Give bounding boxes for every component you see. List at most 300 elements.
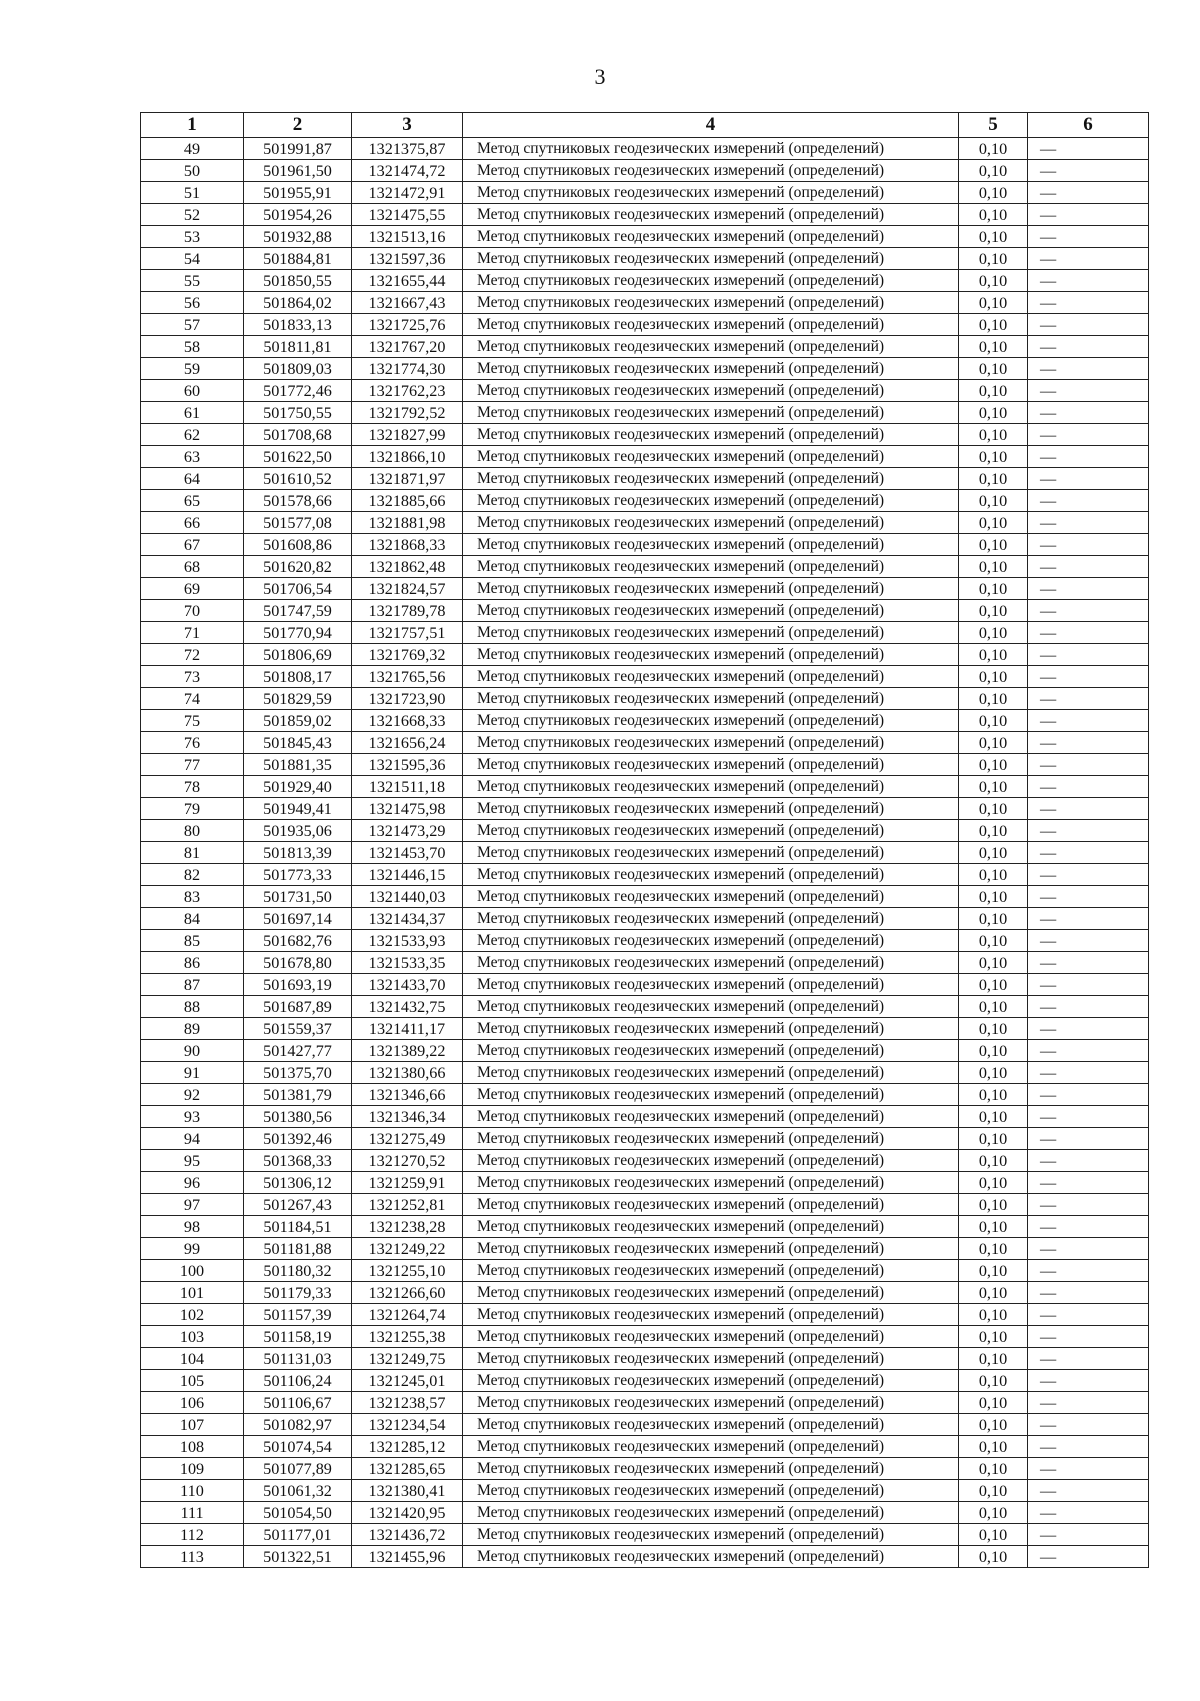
x-coordinate-cell: 501881,35 [244, 754, 352, 776]
method-cell: Метод спутниковых геодезических измерений (определений) [463, 1084, 959, 1106]
y-coordinate-cell: 1321533,93 [352, 930, 463, 952]
accuracy-cell: 0,10 [959, 534, 1028, 556]
table-row [141, 1480, 1149, 1502]
y-coordinate-cell: 1321346,66 [352, 1084, 463, 1106]
accuracy-cell: 0,10 [959, 490, 1028, 512]
table-row [141, 446, 1149, 468]
y-coordinate-cell: 1321255,38 [352, 1326, 463, 1348]
y-coordinate-cell: 1321868,33 [352, 534, 463, 556]
point-number-cell: 93 [141, 1106, 244, 1128]
method-cell: Метод спутниковых геодезических измерений (определений) [463, 248, 959, 270]
point-number-cell: 62 [141, 424, 244, 446]
accuracy-cell: 0,10 [959, 864, 1028, 886]
point-number-cell: 109 [141, 1458, 244, 1480]
accuracy-cell: 0,10 [959, 1392, 1028, 1414]
note-cell: — [1028, 688, 1149, 710]
x-coordinate-cell: 501884,81 [244, 248, 352, 270]
x-coordinate-cell: 501368,33 [244, 1150, 352, 1172]
method-cell: Метод спутниковых геодезических измерений (определений) [463, 1524, 959, 1546]
y-coordinate-cell: 1321264,74 [352, 1304, 463, 1326]
point-number-cell: 90 [141, 1040, 244, 1062]
table-row [141, 1216, 1149, 1238]
note-cell: — [1028, 138, 1149, 160]
note-cell: — [1028, 402, 1149, 424]
accuracy-cell: 0,10 [959, 1260, 1028, 1282]
x-coordinate-cell: 501180,32 [244, 1260, 352, 1282]
point-number-cell: 58 [141, 336, 244, 358]
x-coordinate-cell: 501747,59 [244, 600, 352, 622]
point-number-cell: 94 [141, 1128, 244, 1150]
y-coordinate-cell: 1321597,36 [352, 248, 463, 270]
x-coordinate-cell: 501179,33 [244, 1282, 352, 1304]
note-cell: — [1028, 1040, 1149, 1062]
accuracy-cell: 0,10 [959, 1480, 1028, 1502]
accuracy-cell: 0,10 [959, 1370, 1028, 1392]
point-number-cell: 85 [141, 930, 244, 952]
method-cell: Метод спутниковых геодезических измерений (определений) [463, 446, 959, 468]
table-row [141, 1370, 1149, 1392]
accuracy-cell: 0,10 [959, 622, 1028, 644]
accuracy-cell: 0,10 [959, 512, 1028, 534]
table-row [141, 138, 1149, 160]
x-coordinate-cell: 501177,01 [244, 1524, 352, 1546]
note-cell: — [1028, 1150, 1149, 1172]
note-cell: — [1028, 424, 1149, 446]
note-cell: — [1028, 1392, 1149, 1414]
point-number-cell: 86 [141, 952, 244, 974]
y-coordinate-cell: 1321434,37 [352, 908, 463, 930]
x-coordinate-cell: 501750,55 [244, 402, 352, 424]
method-cell: Метод спутниковых геодезических измерений (определений) [463, 1040, 959, 1062]
accuracy-cell: 0,10 [959, 402, 1028, 424]
point-number-cell: 112 [141, 1524, 244, 1546]
x-coordinate-cell: 501054,50 [244, 1502, 352, 1524]
y-coordinate-cell: 1321252,81 [352, 1194, 463, 1216]
accuracy-cell: 0,10 [959, 952, 1028, 974]
point-number-cell: 92 [141, 1084, 244, 1106]
x-coordinate-cell: 501559,37 [244, 1018, 352, 1040]
x-coordinate-cell: 501811,81 [244, 336, 352, 358]
table-row [141, 512, 1149, 534]
table-row [141, 1546, 1149, 1568]
table-row [141, 1172, 1149, 1194]
y-coordinate-cell: 1321475,98 [352, 798, 463, 820]
y-coordinate-cell: 1321436,72 [352, 1524, 463, 1546]
accuracy-cell: 0,10 [959, 226, 1028, 248]
point-number-cell: 83 [141, 886, 244, 908]
method-cell: Метод спутниковых геодезических измерений (определений) [463, 732, 959, 754]
note-cell: — [1028, 1018, 1149, 1040]
x-coordinate-cell: 501381,79 [244, 1084, 352, 1106]
method-cell: Метод спутниковых геодезических измерений (определений) [463, 160, 959, 182]
note-cell: — [1028, 1348, 1149, 1370]
note-cell: — [1028, 1260, 1149, 1282]
method-cell: Метод спутниковых геодезических измерений (определений) [463, 644, 959, 666]
x-coordinate-cell: 501808,17 [244, 666, 352, 688]
accuracy-cell: 0,10 [959, 754, 1028, 776]
x-coordinate-cell: 501687,89 [244, 996, 352, 1018]
point-number-cell: 101 [141, 1282, 244, 1304]
accuracy-cell: 0,10 [959, 688, 1028, 710]
x-coordinate-cell: 501949,41 [244, 798, 352, 820]
table-row [141, 358, 1149, 380]
y-coordinate-cell: 1321789,78 [352, 600, 463, 622]
x-coordinate-cell: 501608,86 [244, 534, 352, 556]
table-row [141, 160, 1149, 182]
method-cell: Метод спутниковых геодезических измерений (определений) [463, 996, 959, 1018]
point-number-cell: 104 [141, 1348, 244, 1370]
y-coordinate-cell: 1321765,56 [352, 666, 463, 688]
note-cell: — [1028, 710, 1149, 732]
point-number-cell: 107 [141, 1414, 244, 1436]
method-cell: Метод спутниковых геодезических измерений (определений) [463, 600, 959, 622]
x-coordinate-cell: 501106,24 [244, 1370, 352, 1392]
method-cell: Метод спутниковых геодезических измерений (определений) [463, 1326, 959, 1348]
x-coordinate-cell: 501306,12 [244, 1172, 352, 1194]
method-cell: Метод спутниковых геодезических измерений (определений) [463, 798, 959, 820]
table-row [141, 1238, 1149, 1260]
method-cell: Метод спутниковых геодезических измерений (определений) [463, 1128, 959, 1150]
point-number-cell: 97 [141, 1194, 244, 1216]
y-coordinate-cell: 1321655,44 [352, 270, 463, 292]
x-coordinate-cell: 501955,91 [244, 182, 352, 204]
table-row [141, 732, 1149, 754]
method-cell: Метод спутниковых геодезических измерений (определений) [463, 1062, 959, 1084]
method-cell: Метод спутниковых геодезических измерений (определений) [463, 952, 959, 974]
point-number-cell: 59 [141, 358, 244, 380]
note-cell: — [1028, 1370, 1149, 1392]
point-number-cell: 96 [141, 1172, 244, 1194]
y-coordinate-cell: 1321420,95 [352, 1502, 463, 1524]
point-number-cell: 60 [141, 380, 244, 402]
x-coordinate-cell: 501578,66 [244, 490, 352, 512]
method-cell: Метод спутниковых геодезических измерений (определений) [463, 578, 959, 600]
table-row [141, 292, 1149, 314]
method-cell: Метод спутниковых геодезических измерений (определений) [463, 1194, 959, 1216]
table-row [141, 754, 1149, 776]
page-number: 3 [594, 64, 606, 89]
y-coordinate-cell: 1321380,41 [352, 1480, 463, 1502]
table-row [141, 1260, 1149, 1282]
accuracy-cell: 0,10 [959, 1436, 1028, 1458]
y-coordinate-cell: 1321827,99 [352, 424, 463, 446]
accuracy-cell: 0,10 [959, 1458, 1028, 1480]
accuracy-cell: 0,10 [959, 138, 1028, 160]
accuracy-cell: 0,10 [959, 468, 1028, 490]
method-cell: Метод спутниковых геодезических измерений (определений) [463, 1370, 959, 1392]
method-cell: Метод спутниковых геодезических измерений (определений) [463, 622, 959, 644]
point-number-cell: 113 [141, 1546, 244, 1568]
table-row [141, 710, 1149, 732]
x-coordinate-cell: 501829,59 [244, 688, 352, 710]
x-coordinate-cell: 501770,94 [244, 622, 352, 644]
method-cell: Метод спутниковых геодезических измерений (определений) [463, 226, 959, 248]
method-cell: Метод спутниковых геодезических измерений (определений) [463, 1172, 959, 1194]
y-coordinate-cell: 1321824,57 [352, 578, 463, 600]
method-cell: Метод спутниковых геодезических измерений (определений) [463, 402, 959, 424]
y-coordinate-cell: 1321762,23 [352, 380, 463, 402]
table-row [141, 974, 1149, 996]
point-number-cell: 75 [141, 710, 244, 732]
table-row [141, 952, 1149, 974]
method-cell: Метод спутниковых геодезических измерений (определений) [463, 1480, 959, 1502]
x-coordinate-cell: 501833,13 [244, 314, 352, 336]
table-row [141, 864, 1149, 886]
point-number-cell: 51 [141, 182, 244, 204]
x-coordinate-cell: 501864,02 [244, 292, 352, 314]
y-coordinate-cell: 1321774,30 [352, 358, 463, 380]
y-coordinate-cell: 1321411,17 [352, 1018, 463, 1040]
table-row [141, 490, 1149, 512]
accuracy-cell: 0,10 [959, 1194, 1028, 1216]
accuracy-cell: 0,10 [959, 1326, 1028, 1348]
point-number-cell: 71 [141, 622, 244, 644]
header-col-2: 2 [244, 113, 352, 138]
header-col-5: 5 [959, 113, 1028, 138]
table-row [141, 886, 1149, 908]
method-cell: Метод спутниковых геодезических измерений (определений) [463, 556, 959, 578]
y-coordinate-cell: 1321238,28 [352, 1216, 463, 1238]
point-number-cell: 50 [141, 160, 244, 182]
table-row [141, 776, 1149, 798]
y-coordinate-cell: 1321259,91 [352, 1172, 463, 1194]
y-coordinate-cell: 1321234,54 [352, 1414, 463, 1436]
accuracy-cell: 0,10 [959, 1502, 1028, 1524]
x-coordinate-cell: 501061,32 [244, 1480, 352, 1502]
method-cell: Метод спутниковых геодезических измерений (определений) [463, 1216, 959, 1238]
note-cell: — [1028, 1524, 1149, 1546]
accuracy-cell: 0,10 [959, 996, 1028, 1018]
y-coordinate-cell: 1321453,70 [352, 842, 463, 864]
table-row [141, 270, 1149, 292]
table-row [141, 424, 1149, 446]
method-cell: Метод спутниковых геодезических измерений (определений) [463, 1414, 959, 1436]
method-cell: Метод спутниковых геодезических измерений (определений) [463, 842, 959, 864]
x-coordinate-cell: 501772,46 [244, 380, 352, 402]
note-cell: — [1028, 534, 1149, 556]
table-body [141, 138, 1149, 1568]
x-coordinate-cell: 501813,39 [244, 842, 352, 864]
accuracy-cell: 0,10 [959, 886, 1028, 908]
note-cell: — [1028, 1238, 1149, 1260]
table-row [141, 1436, 1149, 1458]
method-cell: Метод спутниковых геодезических измерений (определений) [463, 776, 959, 798]
method-cell: Метод спутниковых геодезических измерений (определений) [463, 1392, 959, 1414]
accuracy-cell: 0,10 [959, 974, 1028, 996]
table-row [141, 578, 1149, 600]
point-number-cell: 66 [141, 512, 244, 534]
x-coordinate-cell: 501806,69 [244, 644, 352, 666]
x-coordinate-cell: 501077,89 [244, 1458, 352, 1480]
y-coordinate-cell: 1321668,33 [352, 710, 463, 732]
note-cell: — [1028, 182, 1149, 204]
y-coordinate-cell: 1321375,87 [352, 138, 463, 160]
method-cell: Метод спутниковых геодезических измерений (определений) [463, 512, 959, 534]
note-cell: — [1028, 490, 1149, 512]
method-cell: Метод спутниковых геодезических измерений (определений) [463, 666, 959, 688]
method-cell: Метод спутниковых геодезических измерений (определений) [463, 182, 959, 204]
method-cell: Метод спутниковых геодезических измерений (определений) [463, 820, 959, 842]
accuracy-cell: 0,10 [959, 424, 1028, 446]
x-coordinate-cell: 501678,80 [244, 952, 352, 974]
table-row [141, 204, 1149, 226]
point-number-cell: 49 [141, 138, 244, 160]
y-coordinate-cell: 1321667,43 [352, 292, 463, 314]
note-cell: — [1028, 204, 1149, 226]
y-coordinate-cell: 1321871,97 [352, 468, 463, 490]
table-row [141, 1392, 1149, 1414]
y-coordinate-cell: 1321757,51 [352, 622, 463, 644]
method-cell: Метод спутниковых геодезических измерений (определений) [463, 468, 959, 490]
note-cell: — [1028, 336, 1149, 358]
accuracy-cell: 0,10 [959, 446, 1028, 468]
accuracy-cell: 0,10 [959, 798, 1028, 820]
note-cell: — [1028, 754, 1149, 776]
x-coordinate-cell: 501845,43 [244, 732, 352, 754]
x-coordinate-cell: 501106,67 [244, 1392, 352, 1414]
accuracy-cell: 0,10 [959, 270, 1028, 292]
accuracy-cell: 0,10 [959, 1524, 1028, 1546]
table-row [141, 1282, 1149, 1304]
method-cell: Метод спутниковых геодезических измерений (определений) [463, 1238, 959, 1260]
table-row [141, 1062, 1149, 1084]
accuracy-cell: 0,10 [959, 908, 1028, 930]
note-cell: — [1028, 160, 1149, 182]
accuracy-cell: 0,10 [959, 820, 1028, 842]
note-cell: — [1028, 1084, 1149, 1106]
point-number-cell: 106 [141, 1392, 244, 1414]
method-cell: Метод спутниковых геодезических измерений (определений) [463, 1304, 959, 1326]
table-row [141, 1414, 1149, 1436]
y-coordinate-cell: 1321472,91 [352, 182, 463, 204]
point-number-cell: 105 [141, 1370, 244, 1392]
method-cell: Метод спутниковых геодезических измерений (определений) [463, 930, 959, 952]
point-number-cell: 98 [141, 1216, 244, 1238]
accuracy-cell: 0,10 [959, 666, 1028, 688]
point-number-cell: 103 [141, 1326, 244, 1348]
y-coordinate-cell: 1321866,10 [352, 446, 463, 468]
accuracy-cell: 0,10 [959, 600, 1028, 622]
accuracy-cell: 0,10 [959, 336, 1028, 358]
y-coordinate-cell: 1321862,48 [352, 556, 463, 578]
accuracy-cell: 0,10 [959, 248, 1028, 270]
note-cell: — [1028, 644, 1149, 666]
point-number-cell: 57 [141, 314, 244, 336]
accuracy-cell: 0,10 [959, 182, 1028, 204]
x-coordinate-cell: 501850,55 [244, 270, 352, 292]
point-number-cell: 74 [141, 688, 244, 710]
accuracy-cell: 0,10 [959, 1282, 1028, 1304]
table-row [141, 1150, 1149, 1172]
table-row [141, 820, 1149, 842]
y-coordinate-cell: 1321533,35 [352, 952, 463, 974]
y-coordinate-cell: 1321474,72 [352, 160, 463, 182]
accuracy-cell: 0,10 [959, 1040, 1028, 1062]
table-row [141, 1018, 1149, 1040]
y-coordinate-cell: 1321723,90 [352, 688, 463, 710]
point-number-cell: 55 [141, 270, 244, 292]
table-row [141, 644, 1149, 666]
y-coordinate-cell: 1321656,24 [352, 732, 463, 754]
note-cell: — [1028, 666, 1149, 688]
accuracy-cell: 0,10 [959, 1106, 1028, 1128]
note-cell: — [1028, 886, 1149, 908]
x-coordinate-cell: 501708,68 [244, 424, 352, 446]
table-row [141, 930, 1149, 952]
method-cell: Метод спутниковых геодезических измерений (определений) [463, 358, 959, 380]
point-number-cell: 54 [141, 248, 244, 270]
y-coordinate-cell: 1321881,98 [352, 512, 463, 534]
note-cell: — [1028, 380, 1149, 402]
point-number-cell: 91 [141, 1062, 244, 1084]
x-coordinate-cell: 501991,87 [244, 138, 352, 160]
table-row [141, 908, 1149, 930]
y-coordinate-cell: 1321245,01 [352, 1370, 463, 1392]
note-cell: — [1028, 270, 1149, 292]
y-coordinate-cell: 1321885,66 [352, 490, 463, 512]
method-cell: Метод спутниковых геодезических измерений (определений) [463, 1018, 959, 1040]
accuracy-cell: 0,10 [959, 160, 1028, 182]
note-cell: — [1028, 1326, 1149, 1348]
x-coordinate-cell: 501773,33 [244, 864, 352, 886]
note-cell: — [1028, 864, 1149, 886]
note-cell: — [1028, 512, 1149, 534]
method-cell: Метод спутниковых геодезических измерений (определений) [463, 336, 959, 358]
method-cell: Метод спутниковых геодезических измерений (определений) [463, 864, 959, 886]
table-row [141, 600, 1149, 622]
point-number-cell: 64 [141, 468, 244, 490]
y-coordinate-cell: 1321511,18 [352, 776, 463, 798]
method-cell: Метод спутниковых геодезических измерений (определений) [463, 688, 959, 710]
accuracy-cell: 0,10 [959, 556, 1028, 578]
accuracy-cell: 0,10 [959, 1084, 1028, 1106]
point-number-cell: 70 [141, 600, 244, 622]
table-row [141, 688, 1149, 710]
y-coordinate-cell: 1321285,12 [352, 1436, 463, 1458]
method-cell: Метод спутниковых геодезических измерений (определений) [463, 1436, 959, 1458]
method-cell: Метод спутниковых геодезических измерений (определений) [463, 424, 959, 446]
table-row [141, 1084, 1149, 1106]
x-coordinate-cell: 501610,52 [244, 468, 352, 490]
y-coordinate-cell: 1321238,57 [352, 1392, 463, 1414]
table-row [141, 226, 1149, 248]
point-number-cell: 61 [141, 402, 244, 424]
accuracy-cell: 0,10 [959, 1414, 1028, 1436]
point-number-cell: 69 [141, 578, 244, 600]
point-number-cell: 79 [141, 798, 244, 820]
accuracy-cell: 0,10 [959, 380, 1028, 402]
x-coordinate-cell: 501731,50 [244, 886, 352, 908]
point-number-cell: 68 [141, 556, 244, 578]
accuracy-cell: 0,10 [959, 1172, 1028, 1194]
y-coordinate-cell: 1321285,65 [352, 1458, 463, 1480]
method-cell: Метод спутниковых геодезических измерений (определений) [463, 490, 959, 512]
table-row [141, 1128, 1149, 1150]
table-row [141, 556, 1149, 578]
x-coordinate-cell: 501929,40 [244, 776, 352, 798]
note-cell: — [1028, 842, 1149, 864]
point-number-cell: 89 [141, 1018, 244, 1040]
note-cell: — [1028, 1106, 1149, 1128]
point-number-cell: 78 [141, 776, 244, 798]
table-row [141, 1348, 1149, 1370]
y-coordinate-cell: 1321249,75 [352, 1348, 463, 1370]
x-coordinate-cell: 501859,02 [244, 710, 352, 732]
accuracy-cell: 0,10 [959, 204, 1028, 226]
table-row [141, 1106, 1149, 1128]
y-coordinate-cell: 1321792,52 [352, 402, 463, 424]
x-coordinate-cell: 501682,76 [244, 930, 352, 952]
